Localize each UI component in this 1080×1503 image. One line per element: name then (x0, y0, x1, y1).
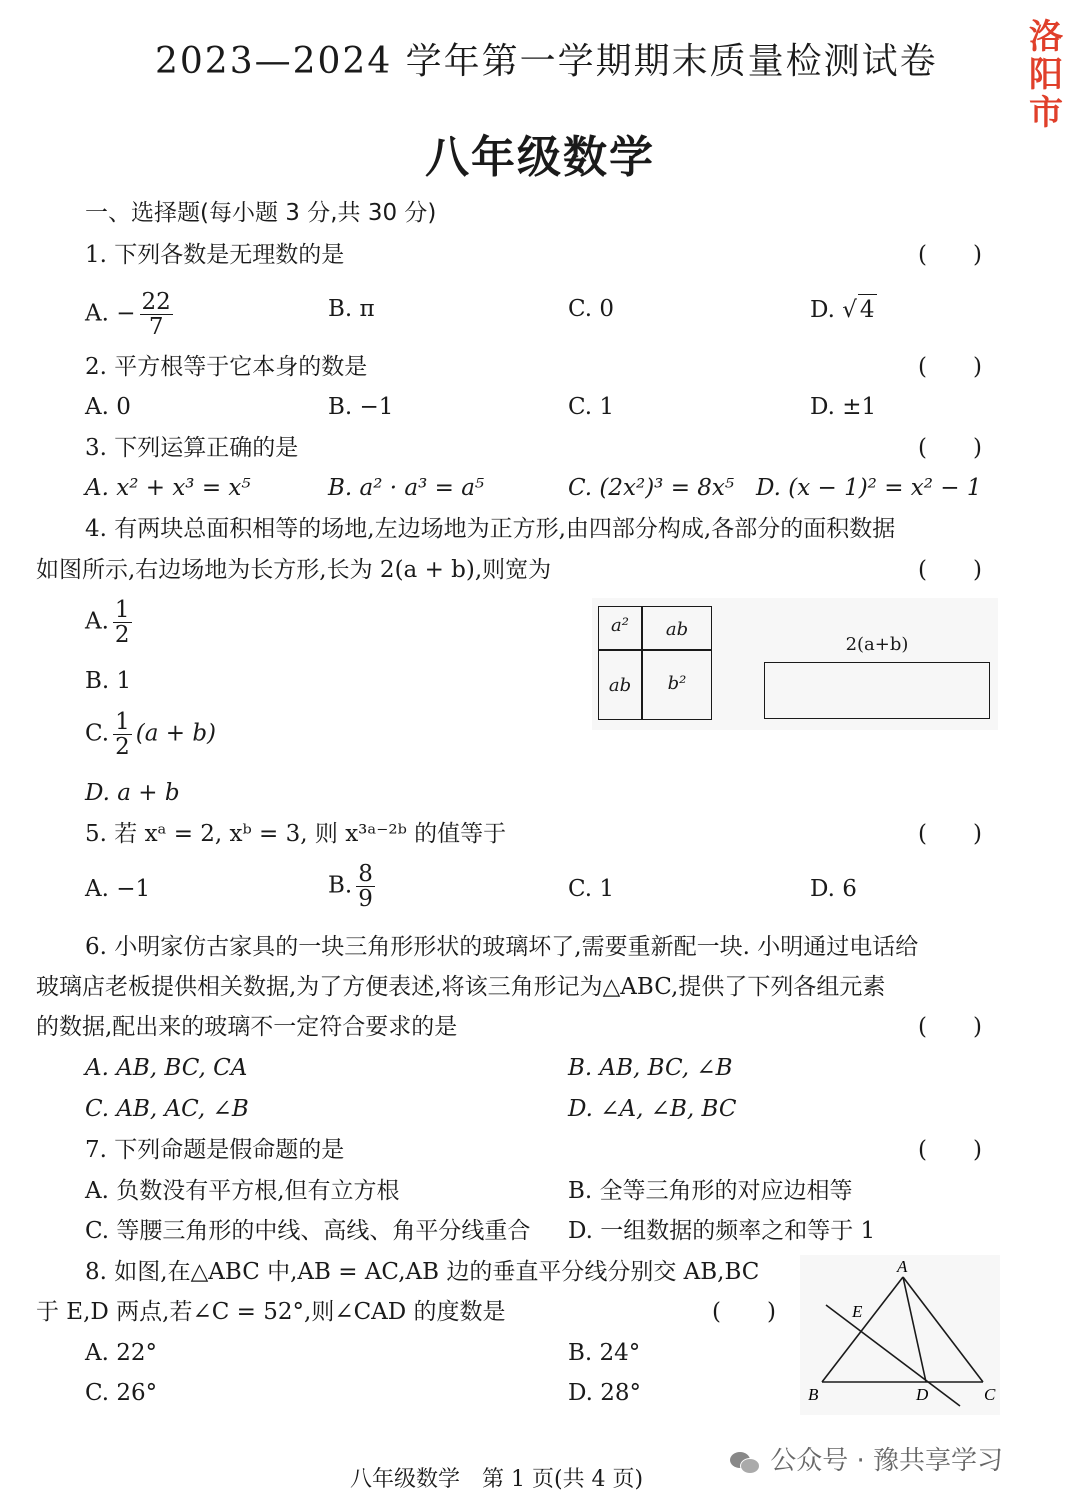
q1-a-fraction: $\frac{22}{7}$ (141, 289, 171, 340)
q4-paren[interactable]: ( ) (918, 557, 982, 583)
q4-c-fraction: $\frac{1}{2}$ (115, 709, 130, 760)
q4-option-d[interactable]: D. a + b (85, 780, 180, 806)
subject-title: 八年级数学 (425, 132, 655, 183)
q7-option-b[interactable]: B. 全等三角形的对应边相等 (568, 1178, 853, 1204)
q8-option-b[interactable]: B. 24° (568, 1340, 641, 1366)
cell-b-squared: b² (667, 673, 687, 694)
q2-option-c[interactable]: C. 1 (568, 394, 615, 420)
cell-ab-left: ab (608, 675, 632, 696)
q6-stem-line1: 6. 小明家仿古家具的一块三角形形状的玻璃坏了,需要重新配一块. 小明通过电话给 (85, 934, 919, 960)
q5-option-c[interactable]: C. 1 (568, 876, 615, 902)
q6-stem-line3: 的数据,配出来的玻璃不一定符合要求的是 (36, 1014, 458, 1040)
section-heading: 一、选择题(每小题 3 分,共 30 分) (85, 200, 437, 226)
q3-paren[interactable]: ( ) (918, 435, 982, 461)
q6-option-b[interactable]: B. AB, BC, ∠B (568, 1055, 733, 1081)
q2-option-a[interactable]: A. 0 (85, 394, 131, 420)
q1-option-a[interactable] (85, 290, 177, 339)
q8-option-c[interactable]: C. 26° (85, 1380, 158, 1406)
square-field (598, 606, 712, 720)
q8-option-a[interactable]: A. 22° (85, 1340, 157, 1366)
label-d: D (916, 1385, 929, 1404)
q1-paren[interactable]: ( ) (918, 242, 982, 268)
q7-paren[interactable]: ( ) (918, 1137, 982, 1163)
q6-option-a[interactable]: A. AB, BC, CA (85, 1055, 248, 1081)
q2-paren[interactable]: ( ) (918, 354, 982, 380)
cell-a-squared: a² (611, 615, 629, 636)
q2-option-d[interactable]: D. ±1 (810, 394, 877, 420)
q4-a-fraction: $\frac{1}{2}$ (114, 597, 130, 648)
watermark (728, 1444, 1003, 1478)
label-b: B (808, 1385, 819, 1404)
figure-background (800, 1255, 1000, 1415)
q3-option-a[interactable]: A. x² + x³ = x⁵ (85, 475, 251, 501)
q7-stem: 7. 下列命题是假命题的是 (85, 1137, 345, 1163)
rectangle-field (764, 662, 990, 719)
q8-triangle-figure (800, 1255, 1000, 1415)
q5-option-a[interactable]: A. −1 (85, 876, 151, 902)
q6-stem-line2: 玻璃店老板提供相关数据,为了方便表述,将该三角形记为△ABC,提供了下列各组元素 (36, 974, 886, 1000)
q1-stem: 1. 下列各数是无理数的是 (85, 242, 345, 268)
q8-stem-line1: 8. 如图,在△ABC 中,AB = AC,AB 边的垂直平分线分别交 AB,BC (85, 1259, 760, 1285)
q8-paren[interactable]: ( ) (712, 1299, 776, 1325)
q4-stem-line2: 如图所示,右边场地为长方形,长为 2(a + b),则宽为 (36, 557, 552, 583)
city-stamp: 洛阳市 (1029, 17, 1063, 133)
rect-length-label: 2(a+b) (845, 634, 909, 655)
q5-option-d[interactable]: D. 6 (810, 876, 857, 902)
exam-title: 2023—2024 学年第一学期期末质量检测试卷 (155, 41, 938, 82)
q1-option-b[interactable]: B. π (328, 296, 375, 322)
q5-b-fraction: $\frac{8}{9}$ (358, 861, 373, 912)
q8-option-d[interactable]: D. 28° (568, 1380, 642, 1406)
q4-figure (592, 598, 998, 730)
q5-option-b[interactable]: B. $\frac{8}{9}$ (328, 861, 373, 912)
q4-stem-line1: 4. 有两块总面积相等的场地,左边场地为正方形,由四部分构成,各部分的面积数据 (85, 516, 896, 542)
q2-option-b[interactable]: B. −1 (328, 394, 394, 420)
q4-option-c[interactable]: C. $\frac{1}{2}$ (a + b) (85, 709, 217, 760)
q6-option-d[interactable]: D. ∠A, ∠B, BC (568, 1096, 737, 1122)
q1-a-label: A. − (85, 300, 136, 327)
page-footer: 八年级数学 第 1 页(共 4 页) (350, 1467, 644, 1492)
q3-option-b[interactable]: B. a² · a³ = a⁵ (328, 475, 485, 501)
q6-option-c[interactable]: C. AB, AC, ∠B (85, 1096, 249, 1122)
cell-ab-top: ab (665, 619, 689, 640)
q1-d-radicand: 4 (858, 294, 877, 325)
q4-option-a[interactable]: A. $\frac{1}{2}$ (85, 597, 130, 648)
q6-paren[interactable]: ( ) (918, 1014, 982, 1040)
wechat-icon (728, 1449, 762, 1475)
q3-stem: 3. 下列运算正确的是 (85, 435, 299, 461)
q2-stem: 2. 平方根等于它本身的数是 (85, 354, 368, 380)
label-c: C (984, 1385, 996, 1404)
q7-option-a[interactable]: A. 负数没有平方根,但有立方根 (85, 1178, 400, 1204)
q4-option-b[interactable]: B. 1 (85, 668, 132, 694)
q5-stem: 5. 若 xᵃ = 2, xᵇ = 3, 则 x³ᵃ⁻²ᵇ 的值等于 (85, 821, 507, 847)
q7-option-c[interactable]: C. 等腰三角形的中线、高线、角平分线重合 (85, 1218, 531, 1244)
q1-option-d[interactable]: D. √ 4 (810, 294, 877, 325)
q5-paren[interactable]: ( ) (918, 821, 982, 847)
q7-option-d[interactable]: D. 一组数据的频率之和等于 1 (568, 1218, 876, 1244)
label-a: A (897, 1257, 908, 1276)
q1-option-c[interactable]: C. 0 (568, 296, 615, 322)
label-e: E (852, 1302, 863, 1321)
watermark-text: 公众号 · 豫共享学习 (770, 1446, 1004, 1476)
q3-option-d[interactable]: D. (x − 1)² = x² − 1 (756, 475, 982, 501)
q3-option-c[interactable]: C. (2x²)³ = 8x⁵ (568, 475, 735, 501)
q8-stem-line2: 于 E,D 两点,若∠C = 52°,则∠CAD 的度数是 (36, 1299, 506, 1325)
square-h-divider (599, 649, 711, 651)
